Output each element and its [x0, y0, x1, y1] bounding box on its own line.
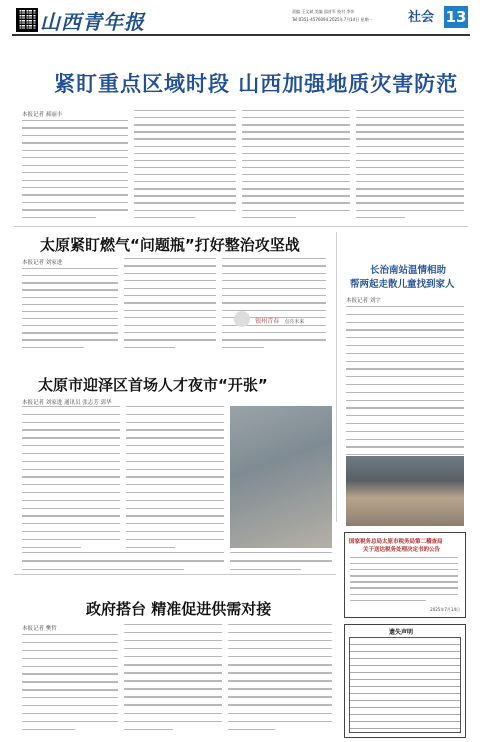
header-meta-2: Tel:0351-4576094 2025年7月14日 星期一 [292, 17, 373, 22]
photo-caption [234, 308, 314, 327]
policy-byline: 本报记者 樊哲 [22, 626, 57, 632]
policy-text-col-2 [124, 624, 222, 730]
gas-byline: 本报记者 刘家进 [22, 260, 63, 266]
notice-text [350, 557, 458, 601]
lost-notice-table [349, 637, 461, 733]
gas-text-col-3 [222, 258, 326, 348]
talent-byline: 本报记者 刘家进 通讯员 张志芳 郭华 [22, 400, 112, 406]
header-rule [12, 34, 470, 36]
caption-line-2: 点亮未来 [284, 319, 305, 325]
lead-text-col-4 [356, 110, 464, 218]
event-photo [230, 406, 332, 548]
policy-headline: 政府搭台 精准促进供需对接 [86, 600, 272, 618]
notice-title-1: 国家税务总局太原市税务局第二稽查局 [349, 539, 443, 545]
talent-text-col-3 [230, 552, 332, 570]
lead-headline: 紧盯重点区域时段 山西加强地质灾害防范 [54, 72, 459, 96]
gas-headline: 太原紧盯燃气“问题瓶”打好整治攻坚战 [40, 236, 300, 254]
right-column-rule [336, 232, 337, 522]
divider-1 [14, 226, 468, 227]
talent-text-col-2 [126, 406, 224, 548]
tax-notice [344, 532, 466, 618]
notice-date: 2025年7月14日 [430, 607, 460, 612]
station-byline: 本报记者 刘宇 [346, 298, 381, 304]
station-headline-1: 长治南站温情相助 [370, 265, 447, 276]
talent-headline: 太原市迎泽区首场人才夜市“开张” [38, 376, 268, 394]
news-photo [346, 456, 464, 526]
lead-text-col-2 [134, 110, 236, 218]
gas-text-col-1 [22, 268, 118, 348]
divider-2 [14, 574, 336, 575]
person-avatar [234, 311, 250, 327]
lead-byline: 本报记者 郝丽丰 [22, 112, 63, 118]
caption-line-1: 银州青春 [255, 318, 280, 325]
header-meta-1: 责编 王文斌 美编 邵晋军 校对 李莎 [292, 9, 355, 14]
notice-title-2: 关于送达税务处理决定书的公告 [363, 547, 441, 553]
lead-text-col-1 [22, 120, 128, 218]
page-number: 13 [445, 8, 467, 26]
masthead: 山西青年报 [40, 10, 145, 34]
lead-text-col-3 [242, 110, 350, 218]
policy-text-col-1 [22, 634, 118, 730]
section-name: 社会 [408, 10, 435, 25]
policy-text-col-3 [228, 624, 332, 730]
talent-text-col-1 [22, 406, 120, 548]
lost-notice [344, 624, 466, 738]
gas-text-col-2 [124, 258, 216, 348]
station-headline-2: 帮两起走散儿童找到家人 [350, 279, 455, 290]
qr-code [16, 8, 38, 32]
talent-text-col-4 [22, 552, 224, 570]
lost-notice-title: 遗失声明 [389, 629, 414, 636]
